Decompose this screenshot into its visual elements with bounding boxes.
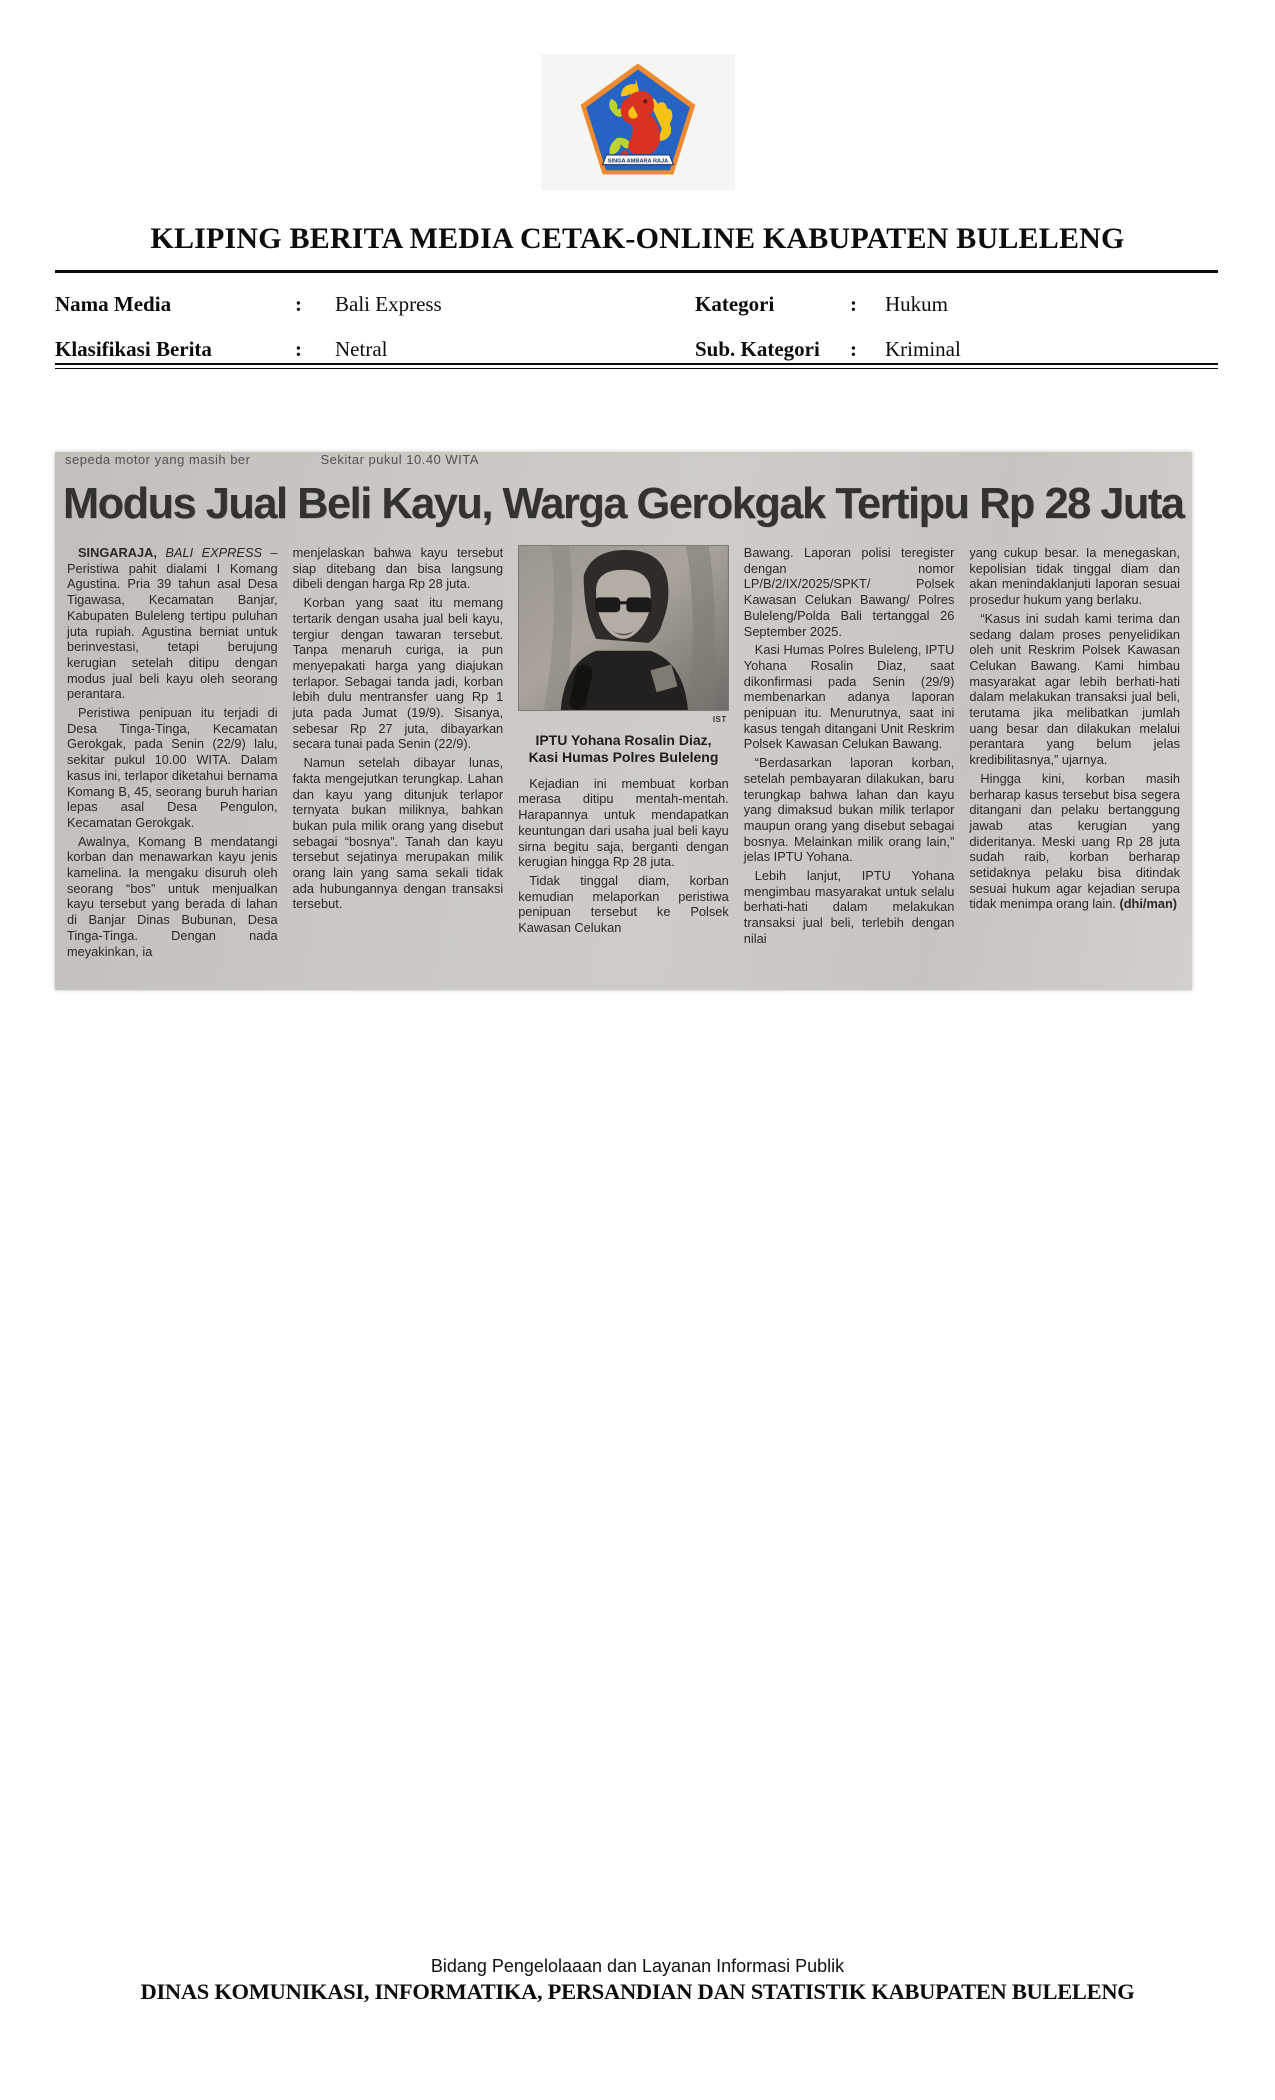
paragraph: Tidak tinggal diam, korban kemudian melaporkan peristiwa penipuan tersebut ke Polsek Kawasan Celukan xyxy=(518,872,729,936)
dateline-city: SINGARAJA, xyxy=(78,545,157,560)
paragraph: Lebih lanjut, IPTU Yohana mengimbau masyarakat untuk selalu berhati-hati dalam melakukan transaksi jual beli, terlebih dengan nilai xyxy=(743,868,955,946)
paragraph: Awalnya, Komang B mendatangi korban dan menawarkan kayu jenis kamelina. Ia mengaku disuruh oleh seorang “bos” untuk menjualkan kayu tersebut yang berada di lahan di Banjar Dinas Bubunan, Desa Tinga-Tinga. Dengan nada meyakinkan, ia xyxy=(67,833,278,959)
article-column-1 xyxy=(67,545,278,985)
paragraph-text: Hingga kini, korban masih berharap kasus tersebut bisa segera ditangani dan pelaku bertanggung jawab atas kerugian yang dideritanya. Meski uang Rp 28 juta sudah raib, korban berharap setidaknya pelaku bisa ditindak sesuai hukum agar kejadian serupa tidak menimpa orang lain. xyxy=(969,770,1180,912)
paragraph: Bawang. Laporan polisi teregister dengan nomor LP/B/2/IX/2025/SPKT/ Polsek Kawasan Celukan Bawang/ Polres Buleleng/Polda Bali tertanggal 26 September 2025. xyxy=(743,545,955,639)
article-columns xyxy=(55,541,1192,985)
emblem-banner-text: SINGA AMBARA RAJA xyxy=(607,158,669,165)
article-headline: Modus Jual Beli Kayu, Warga Gerokgak Tertipu Rp 28 Juta xyxy=(63,479,1184,528)
newspaper-clipping-scan xyxy=(55,452,1192,990)
cutoff-text-strip xyxy=(65,454,1182,469)
label-sub-kategori: Sub. Kategori xyxy=(695,337,820,361)
paragraph xyxy=(969,771,1180,912)
photo-caption xyxy=(518,732,729,766)
metadata-row xyxy=(55,282,1218,327)
paragraph: Peristiwa penipuan itu terjadi di Desa Tinga-Tinga, Kecamatan Gerokgak, pada Senin (22/9) lalu, sekitar pukul 10.00 WITA. Dalam kasus ini, terlapor diketahui bernama Komang B, 45, seorang buruh harian lepas asal Desa Pengulon, Kecamatan Gerokgak. xyxy=(67,705,278,830)
photo-credit: IST xyxy=(712,715,727,724)
buleleng-emblem-logo xyxy=(541,54,735,190)
portrait-photo-illustration xyxy=(519,546,728,710)
footer-division-line: Bidang Pengelolaaan dan Layanan Informasi Publik xyxy=(430,1956,845,1976)
paragraph: “Kasus ini sudah kami terima dan sedang dalam proses penyelidikan oleh unit Reskrim Polsek Kawasan Celukan Bawang. Kami himbau masyarakat agar lebih berhati-hati dalam melakukan transaksi jual beli, terutama jika melibatkan jumlah uang besar dan dilakukan melalui perantara yang belum jelas kredibilitasnya,” ujarnya. xyxy=(969,610,1180,768)
paragraph: yang cukup besar. Ia menegaskan, kepolisian tidak tinggal diam dan akan menindaklanjuti laporan sesuai prosedur hukum yang berlaku. xyxy=(969,545,1180,608)
value-nama-media: Bali Express xyxy=(335,292,442,316)
article-column-3 xyxy=(518,545,729,985)
paragraph: “Berdasarkan laporan korban, setelah pembayaran dilakukan, baru terungkap bahwa lahan dan kayu yang dimaksud bukan milik terlapor maupun orang yang disebut sebagai bosnya. Melainkan milik orang lain,” jelas IPTU Yohana. xyxy=(743,755,955,865)
metadata-divider xyxy=(55,363,1218,369)
metadata-table xyxy=(55,282,1218,372)
footer-agency-line: DINAS KOMUNIKASI, INFORMATIKA, PERSANDIAN DAN STATISTIK KABUPATEN BULELENG xyxy=(140,1979,1135,2004)
dateline-source: BALI EXPRESS – xyxy=(156,545,278,560)
paragraph: Kasi Humas Polres Buleleng, IPTU Yohana Rosalin Diaz, saat dikonfirmasi pada Senin (29/9) membenarkan adanya laporan penipuan itu. Menurutnya, saat ini kasus tengah ditangani Unit Reskrim Polsek Kawasan Celukan Bawang. xyxy=(743,642,955,752)
value-kategori: Hukum xyxy=(885,292,948,316)
singa-ambara-raja-icon xyxy=(577,62,699,182)
caption-line1: IPTU Yohana Rosalin Diaz, xyxy=(535,731,712,748)
label-kategori: Kategori xyxy=(695,292,775,316)
paragraph: Kejadian ini membuat korban merasa ditipu mentah-mentah. Harapannya untuk mendapatkan keuntungan dari usaha jual beli kayu sirna begitu saja, berganti dengan kerugian hingga Rp 28 juta. xyxy=(518,775,729,870)
colon-separator: : xyxy=(295,337,302,361)
colon-separator: : xyxy=(295,292,302,316)
colon-separator: : xyxy=(850,292,857,316)
label-nama-media: Nama Media xyxy=(55,292,172,316)
value-sub-kategori: Kriminal xyxy=(885,337,961,361)
value-klasifikasi-berita: Netral xyxy=(335,337,388,361)
title-divider xyxy=(55,270,1218,273)
article-photo xyxy=(518,545,729,711)
cutoff-fragment-left: sepeda motor yang masih ber xyxy=(65,454,251,467)
paragraph: Namun setelah dibayar lunas, fakta mengejutkan terungkap. Lahan dan kayu yang ditunjuk terlapor ternyata bukan miliknya, bahkan bukan pula milik orang yang disebut sebagai “bosnya”. Tanah dan kayu tersebut sejatinya merupakan milik orang lain yang sama sekali tidak ada hubungannya dengan transaksi tersebut. xyxy=(292,755,504,912)
article-column-4 xyxy=(744,545,955,985)
paragraph: Korban yang saat itu memang tertarik dengan usaha jual beli kayu, tergiur dengan tawaran tersebut. Tanpa menaruh curiga, ia pun menyepakati harga yang diajukan terlapor. Sebagai tanda jadi, korban lebih dulu mentransfer uang Rp 1 juta pada Jumat (19/9). Sisanya, sebesar Rp 27 juta, dibayarkan secara tunai pada Senin (22/9). xyxy=(292,595,504,752)
article-column-2 xyxy=(293,545,504,985)
cutoff-fragment-right: Sekitar pukul 10.40 WITA xyxy=(320,454,479,467)
caption-line2: Kasi Humas Polres Buleleng xyxy=(528,748,719,765)
paragraph-text: Peristiwa pahit dialami I Komang Agustina. Pria 39 tahun asal Desa Tigawasa, Kecamatan Banjar, Kabupaten Buleleng tertipu puluhan juta rupiah. Agustina berniat untuk berinvestasi, tetapi berujung kerugian setelah ditipu dengan modus jual beli kayu oleh seorang perantara. xyxy=(67,560,278,702)
author-sign: (dhi/man) xyxy=(1119,896,1178,912)
paragraph: menjelaskan bahwa kayu tersebut siap ditebang dan bisa langsung dibeli dengan harga Rp 28 juta. xyxy=(292,545,504,592)
colon-separator: : xyxy=(850,337,857,361)
label-klasifikasi-berita: Klasifikasi Berita xyxy=(55,337,212,361)
paragraph xyxy=(67,545,278,702)
article-column-5 xyxy=(969,545,1180,985)
page-title: KLIPING BERITA MEDIA CETAK-ONLINE KABUPATEN BULELENG xyxy=(150,222,1125,255)
